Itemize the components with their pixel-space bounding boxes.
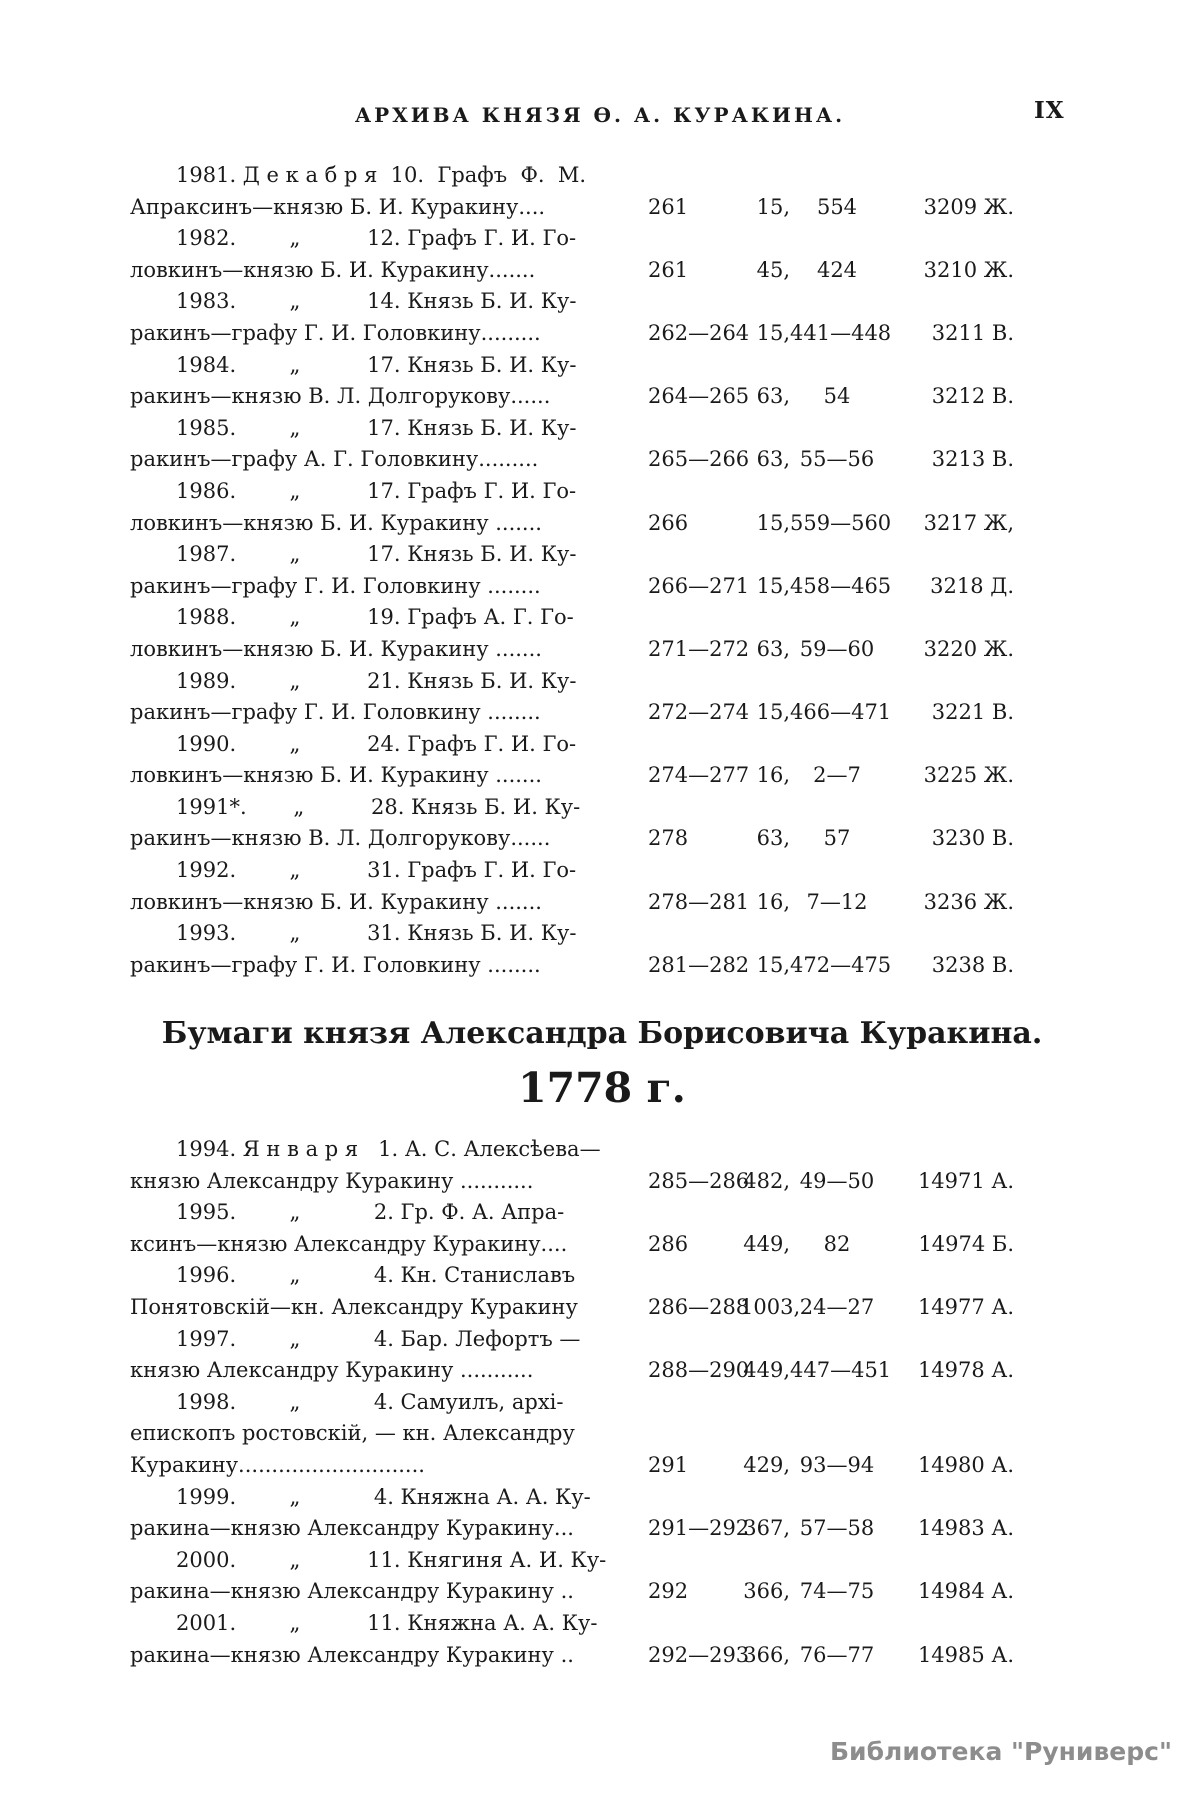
index-cell-range: 424 (816, 257, 858, 282)
index-cell-range: 74—75 (799, 1579, 875, 1604)
index-cell-ref (884, 666, 1014, 698)
index-cell-ref (884, 602, 1014, 634)
index-entry-line (130, 729, 1014, 761)
index-cell-range (790, 1608, 884, 1640)
index-cell-desc: ракинъ—князю В. Л. Долгорукову...... (130, 826, 551, 851)
index-entry-line (130, 1387, 1014, 1419)
index-cell-range (790, 286, 884, 318)
index-entry-line (130, 887, 1014, 919)
index-cell-ref: 3218 Д. (930, 573, 1014, 598)
index-cell-vol (740, 413, 790, 445)
index-entry-line (130, 286, 1014, 318)
index-cell-ref (884, 1418, 1014, 1450)
index-cell-vol: 1003, (740, 1294, 801, 1319)
index-cell-range (790, 476, 884, 508)
index-cell-pages: 288—290 (648, 1358, 750, 1383)
index-cell-desc: 1981. Д е к а б р я 10. Графъ Ф. М. (176, 163, 587, 187)
index-cell-desc: 1987. „ 17. Князь Б. И. Ку- (176, 542, 577, 567)
index-cell-pages (636, 1134, 740, 1166)
index-cell-ref: 14971 А. (917, 1168, 1014, 1193)
index-cell-ref (884, 1387, 1014, 1419)
index-cell-vol (740, 855, 790, 887)
index-cell-ref (884, 1134, 1014, 1166)
index-cell-desc: ракинъ—графу Г. И. Головкину......... (130, 320, 541, 345)
index-entry-line (130, 350, 1014, 382)
index-cell-range: 559—560 (790, 510, 892, 535)
index-cell-pages (636, 918, 740, 950)
index-cell-ref: 3230 В. (931, 826, 1014, 851)
index-entry-line (130, 792, 1014, 824)
index-cell-vol: 15, (756, 700, 790, 725)
index-cell-pages: 272—274 (648, 700, 750, 725)
index-cell-pages (636, 413, 740, 445)
index-cell-range (790, 1134, 884, 1166)
index-cell-range (790, 1260, 884, 1292)
index-cell-desc: 1990. „ 24. Графъ Г. И. Го- (176, 731, 577, 756)
index-cell-ref: 14985 А. (917, 1642, 1014, 1667)
index-cell-pages (636, 1260, 740, 1292)
index-cell-pages (636, 476, 740, 508)
index-cell-range (790, 1545, 884, 1577)
index-cell-vol (740, 1545, 790, 1577)
index-cell-desc: 1998. „ 4. Самуилъ, архі- (176, 1389, 564, 1414)
index-cell-pages (636, 855, 740, 887)
index-cell-pages (636, 350, 740, 382)
index-cell-vol: 482, (743, 1168, 790, 1193)
index-cell-vol: 367, (743, 1516, 790, 1541)
index-cell-range: 57 (823, 826, 851, 851)
index-cell-pages (636, 286, 740, 318)
index-cell-range (790, 223, 884, 255)
index-cell-range: 447—451 (790, 1358, 892, 1383)
index-cell-ref (884, 160, 1014, 192)
index-cell-pages: 292 (648, 1579, 689, 1604)
index-cell-ref (884, 1608, 1014, 1640)
index-cell-pages (636, 729, 740, 761)
index-cell-vol (740, 286, 790, 318)
index-cell-vol (740, 666, 790, 698)
index-cell-ref: 14983 А. (917, 1516, 1014, 1541)
index-cell-range: 49—50 (799, 1168, 875, 1193)
index-entry-line (130, 666, 1014, 698)
index-entry-line (130, 160, 1014, 192)
index-cell-ref: 3221 В. (931, 700, 1014, 725)
index-cell-range: 82 (823, 1231, 851, 1256)
index-cell-desc: князю Александру Куракину ........... (130, 1168, 534, 1193)
index-cell-range (790, 413, 884, 445)
index-cell-ref: 3211 В. (931, 320, 1014, 345)
index-entry-line (130, 1355, 1014, 1387)
index-entry-line (130, 634, 1014, 666)
index-entry-line (130, 1513, 1014, 1545)
index-cell-pages: 266 (648, 510, 689, 535)
index-entry-line (130, 508, 1014, 540)
index-cell-desc: князю Александру Куракину ........... (130, 1358, 534, 1383)
index-cell-range (790, 792, 884, 824)
index-cell-ref: 3220 Ж. (923, 636, 1014, 661)
index-cell-pages: 264—265 (648, 384, 750, 409)
index-cell-vol: 429, (743, 1452, 790, 1477)
index-cell-ref: 14974 Б. (918, 1231, 1014, 1256)
index-cell-vol (740, 350, 790, 382)
index-cell-vol (740, 1482, 790, 1514)
index-entry-line (130, 192, 1014, 224)
index-cell-desc: ракинъ—графу Г. И. Головкину ........ (130, 952, 541, 977)
index-cell-desc: ловкинъ—князю Б. И. Куракину ....... (130, 763, 542, 788)
index-cell-pages: 285—286 (648, 1168, 750, 1193)
index-cell-ref (884, 729, 1014, 761)
index-cell-ref (884, 223, 1014, 255)
index-entry-line (130, 381, 1014, 413)
index-entry-line (130, 918, 1014, 950)
index-cell-range: 54 (823, 384, 851, 409)
index-cell-desc: ловкинъ—князю Б. И. Куракину ....... (130, 636, 542, 661)
index-cell-pages: 278 (648, 826, 689, 851)
index-cell-range (790, 1418, 884, 1450)
index-entry-line (130, 1292, 1014, 1324)
index-cell-vol (740, 602, 790, 634)
index-cell-vol: 15, (756, 952, 790, 977)
index-entry-line (130, 760, 1014, 792)
index-cell-pages: 261 (648, 257, 689, 282)
index-cell-ref: 3209 Ж. (923, 194, 1014, 219)
index-cell-pages (636, 1545, 740, 1577)
index-cell-pages: 261 (648, 194, 689, 219)
index-cell-vol (740, 160, 790, 192)
index-cell-desc: Понятовскій—кн. Александру Куракину (130, 1294, 578, 1319)
index-cell-range: 441—448 (790, 320, 892, 345)
index-cell-vol: 63, (756, 636, 790, 661)
index-cell-ref (884, 792, 1014, 824)
index-cell-desc: 1982. „ 12. Графъ Г. И. Го- (176, 226, 577, 251)
index-cell-range (790, 539, 884, 571)
index-cell-vol (740, 1418, 790, 1450)
index-entry-line (130, 1640, 1014, 1672)
index-cell-vol (740, 1608, 790, 1640)
index-cell-vol (740, 1324, 790, 1356)
index-entry-line (130, 539, 1014, 571)
index-cell-ref (884, 855, 1014, 887)
index-cell-ref: 3236 Ж. (923, 889, 1014, 914)
index-cell-range (790, 602, 884, 634)
index-cell-range: 7—12 (806, 889, 868, 914)
index-cell-vol (740, 1197, 790, 1229)
index-cell-desc: ксинъ—князю Александру Куракину.... (130, 1231, 568, 1256)
library-watermark: Библиотека "Руниверс" (830, 1737, 1172, 1766)
index-cell-desc: 1986. „ 17. Графъ Г. И. Го- (176, 478, 577, 503)
index-cell-vol: 366, (743, 1642, 790, 1667)
index-cell-desc: 1992. „ 31. Графъ Г. И. Го- (176, 858, 577, 883)
index-cell-pages (636, 1324, 740, 1356)
index-cell-ref (884, 1260, 1014, 1292)
index-entry-line (130, 1134, 1014, 1166)
index-entry-line (130, 1260, 1014, 1292)
index-cell-desc: 1997. „ 4. Бар. Лефортъ — (176, 1326, 581, 1351)
index-cell-vol: 16, (756, 763, 790, 788)
index-cell-pages: 281—282 (648, 952, 750, 977)
index-entry-line (130, 444, 1014, 476)
index-cell-range: 55—56 (799, 447, 875, 472)
index-entry-line (130, 1324, 1014, 1356)
index-cell-vol: 15, (756, 320, 790, 345)
index-cell-range: 76—77 (799, 1642, 875, 1667)
index-cell-ref: 14977 А. (917, 1294, 1014, 1319)
index-cell-pages: 291 (648, 1452, 689, 1477)
index-cell-pages: 265—266 (648, 447, 750, 472)
index-cell-range: 59—60 (799, 636, 875, 661)
index-cell-desc: 1983. „ 14. Князь Б. И. Ку- (176, 289, 577, 314)
index-cell-ref: 3238 В. (931, 952, 1014, 977)
index-cell-pages (636, 539, 740, 571)
index-cell-desc: ракинъ—графу Г. И. Головкину ........ (130, 700, 541, 725)
index-entry-line (130, 1608, 1014, 1640)
index-cell-range: 472—475 (790, 952, 892, 977)
index-cell-desc: ловкинъ—князю Б. И. Куракину....... (130, 257, 536, 282)
index-cell-vol (740, 729, 790, 761)
index-cell-desc: 1985. „ 17. Князь Б. И. Ку- (176, 415, 577, 440)
index-cell-desc: 1993. „ 31. Князь Б. И. Ку- (176, 921, 577, 946)
index-cell-range (790, 160, 884, 192)
index-cell-vol: 63, (756, 826, 790, 851)
index-cell-ref (884, 1482, 1014, 1514)
index-cell-ref: 14984 А. (917, 1579, 1014, 1604)
index-entry-line (130, 602, 1014, 634)
index-entry-line (130, 1197, 1014, 1229)
index-entry-line (130, 1482, 1014, 1514)
running-head: АРХИВА КНЯЗЯ Ѳ. А. КУРАКИНА. (354, 103, 846, 127)
index-cell-vol: 15, (756, 510, 790, 535)
index-cell-ref (884, 1197, 1014, 1229)
index-cell-range (790, 666, 884, 698)
index-entry-line (130, 1576, 1014, 1608)
index-cell-ref: 14978 А. (917, 1358, 1014, 1383)
index-cell-ref (884, 413, 1014, 445)
index-cell-range: 554 (816, 194, 858, 219)
index-cell-range (790, 1197, 884, 1229)
index-cell-pages (636, 160, 740, 192)
index-cell-desc: ракинъ—князю В. Л. Долгорукову...... (130, 384, 551, 409)
index-cell-range (790, 1482, 884, 1514)
index-cell-ref: 3217 Ж, (923, 510, 1014, 535)
index-cell-vol: 63, (756, 447, 790, 472)
index-cell-vol: 15, (756, 573, 790, 598)
index-entry-line (130, 571, 1014, 603)
index-cell-ref (884, 476, 1014, 508)
index-cell-pages: 278—281 (648, 889, 750, 914)
index-cell-ref: 3212 В. (931, 384, 1014, 409)
index-cell-pages: 266—271 (648, 573, 750, 598)
index-cell-desc: 1999. „ 4. Княжна А. А. Ку- (176, 1484, 591, 1509)
index-cell-vol (740, 792, 790, 824)
index-cell-range (790, 350, 884, 382)
index-cell-range (790, 1324, 884, 1356)
index-cell-desc: епископъ ростовскій, — кн. Александру (130, 1421, 575, 1446)
index-cell-range: 93—94 (799, 1452, 875, 1477)
index-entry-line (130, 318, 1014, 350)
index-cell-pages: 292—293 (648, 1642, 750, 1667)
index-cell-desc: ракинъ—графу А. Г. Головкину......... (130, 447, 539, 472)
index-cell-ref: 3213 В. (931, 447, 1014, 472)
index-cell-desc: 1991*. „ 28. Князь Б. И. Ку- (176, 794, 581, 819)
index-cell-vol (740, 918, 790, 950)
index-cell-vol: 366, (743, 1579, 790, 1604)
index-cell-vol: 16, (756, 889, 790, 914)
index-cell-pages: 271—272 (648, 636, 750, 661)
index-cell-desc: Апраксинъ—князю Б. И. Куракину.... (130, 194, 546, 219)
index-cell-pages (636, 1387, 740, 1419)
index-cell-ref: 3225 Ж. (923, 763, 1014, 788)
index-entry-line (130, 1450, 1014, 1482)
index-cell-desc: ловкинъ—князю Б. И. Куракину ....... (130, 510, 542, 535)
index-cell-vol (740, 539, 790, 571)
index-cell-pages: 262—264 (648, 320, 750, 345)
index-entry-line (130, 255, 1014, 287)
index-cell-range (790, 1387, 884, 1419)
index-cell-pages (636, 223, 740, 255)
index-cell-pages (636, 1482, 740, 1514)
index-cell-desc: ловкинъ—князю Б. И. Куракину ....... (130, 889, 542, 914)
page-number: IX (1034, 97, 1065, 124)
index-cell-vol (740, 223, 790, 255)
index-cell-range: 466—471 (790, 700, 892, 725)
index-entry-line (130, 697, 1014, 729)
section-heading: Бумаги князя Александра Борисовича Куракина. (161, 1016, 1043, 1051)
index-cell-pages: 286—288 (648, 1294, 750, 1319)
index-entry-line (130, 855, 1014, 887)
index-cell-vol (740, 476, 790, 508)
index-cell-desc: ракинъ—графу Г. И. Головкину ........ (130, 573, 541, 598)
index-cell-desc: 1995. „ 2. Гр. Ф. А. Апра- (176, 1200, 565, 1225)
index-cell-pages: 286 (648, 1231, 689, 1256)
index-cell-ref (884, 918, 1014, 950)
index-cell-pages (636, 792, 740, 824)
index-cell-vol: 45, (756, 257, 790, 282)
index-entry-line (130, 823, 1014, 855)
index-cell-ref (884, 539, 1014, 571)
index-cell-desc: 2001. „ 11. Княжна А. А. Ку- (176, 1610, 598, 1635)
index-cell-ref: 14980 А. (917, 1452, 1014, 1477)
index-cell-ref (884, 1545, 1014, 1577)
index-cell-vol: 449, (743, 1358, 790, 1383)
index-cell-desc: 1984. „ 17. Князь Б. И. Ку- (176, 352, 577, 377)
index-cell-desc: 1996. „ 4. Кн. Станиславъ (176, 1263, 576, 1288)
index-cell-ref (884, 286, 1014, 318)
index-cell-pages: 291—292 (648, 1516, 750, 1541)
index-cell-pages (636, 1418, 740, 1450)
index-cell-desc: ракина—князю Александру Куракину .. (130, 1579, 574, 1604)
index-cell-range (790, 855, 884, 887)
index-cell-ref: 3210 Ж. (923, 257, 1014, 282)
index-cell-range (790, 729, 884, 761)
index-cell-desc: ракина—князю Александру Куракину... (130, 1516, 574, 1541)
index-entry-line (130, 413, 1014, 445)
index-entry-line (130, 1418, 1014, 1450)
index-cell-pages (636, 666, 740, 698)
index-cell-vol (740, 1260, 790, 1292)
index-cell-pages (636, 602, 740, 634)
index-entry-line (130, 950, 1014, 982)
index-section-2 (130, 1134, 1014, 1671)
index-entry-line (130, 1229, 1014, 1261)
index-cell-pages: 274—277 (648, 763, 750, 788)
index-cell-desc: 1988. „ 19. Графъ А. Г. Го- (176, 605, 574, 630)
index-section-1 (130, 160, 1014, 981)
index-cell-range: 57—58 (799, 1516, 875, 1541)
index-cell-vol (740, 1134, 790, 1166)
index-cell-vol: 15, (756, 194, 790, 219)
index-cell-vol (740, 1387, 790, 1419)
index-cell-pages (636, 1608, 740, 1640)
year-heading: 1778 г. (518, 1064, 686, 1112)
index-cell-desc: Куракину............................ (130, 1452, 425, 1477)
index-cell-range: 24—27 (799, 1294, 875, 1319)
index-cell-desc: 1989. „ 21. Князь Б. И. Ку- (176, 668, 577, 693)
index-entry-line (130, 1545, 1014, 1577)
index-cell-ref (884, 1324, 1014, 1356)
index-cell-range (790, 918, 884, 950)
index-cell-ref (884, 350, 1014, 382)
index-cell-desc: 1994. Я н в а р я 1. А. С. Алексѣева— (176, 1137, 601, 1161)
index-cell-range: 2—7 (813, 763, 861, 788)
index-cell-pages (636, 1197, 740, 1229)
index-entry-line (130, 1166, 1014, 1198)
index-entry-line (130, 476, 1014, 508)
index-cell-desc: 2000. „ 11. Княгиня А. И. Ку- (176, 1547, 607, 1572)
index-cell-vol: 63, (756, 384, 790, 409)
index-entry-line (130, 223, 1014, 255)
index-cell-vol: 449, (743, 1231, 790, 1256)
index-cell-desc: ракина—князю Александру Куракину .. (130, 1642, 574, 1667)
index-cell-range: 458—465 (790, 573, 892, 598)
